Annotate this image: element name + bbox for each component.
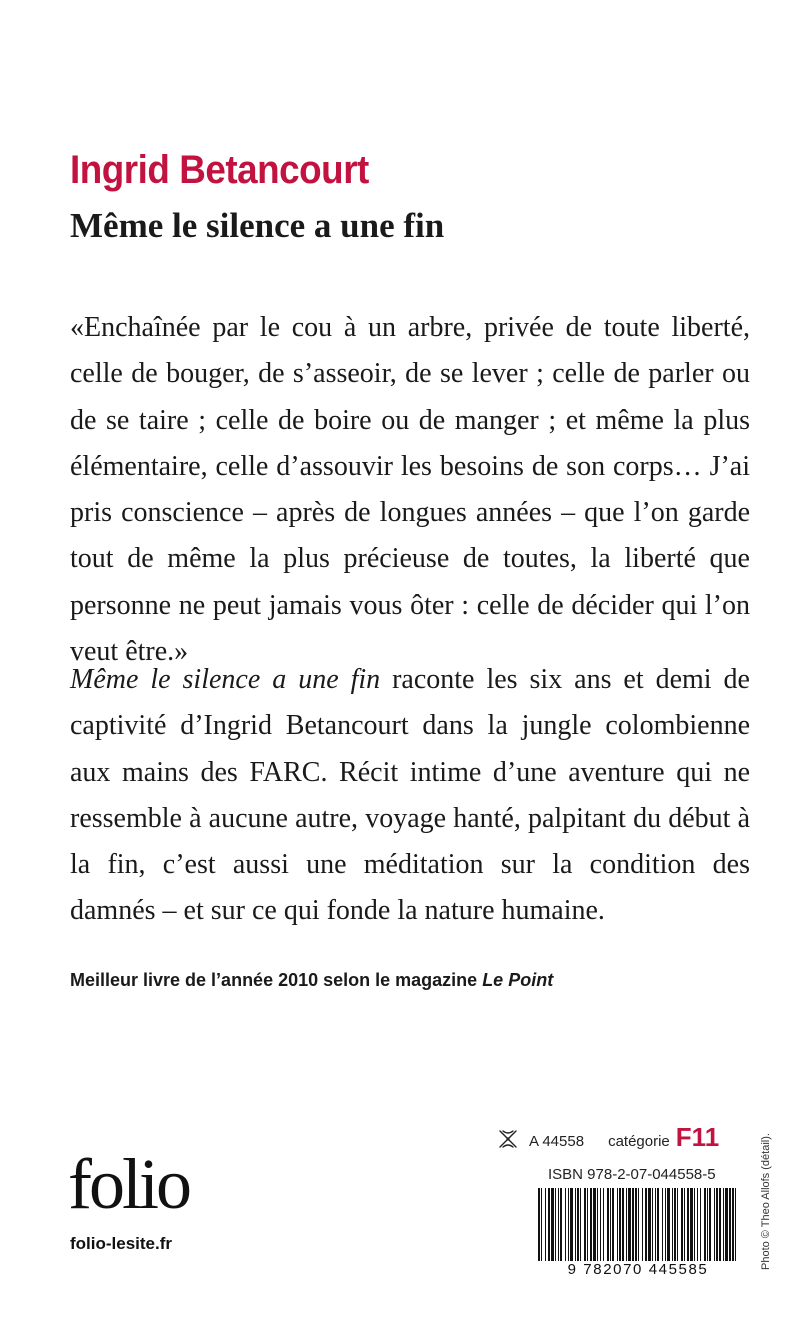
barcode-bar [551,1188,554,1272]
barcode-bar [545,1188,546,1272]
barcode-bar [587,1188,588,1272]
category-code: F11 [675,1122,720,1152]
award-magazine: Le Point [482,970,554,990]
barcode-bar [716,1188,718,1272]
barcode-bar [704,1188,706,1272]
photo-credit: Photo © Theo Allofs (détail). [760,1133,772,1270]
barcode-bar [723,1188,724,1272]
barcode-bar [642,1188,643,1272]
barcode-bar [580,1188,581,1272]
barcode-bar [575,1188,576,1272]
barcode-bar [607,1188,609,1272]
gallimard-emblem-icon [497,1129,519,1149]
barcode-bar [568,1188,569,1272]
barcode-bar [709,1188,711,1272]
barcode-bar [674,1188,676,1272]
description-text: raconte les six ans et demi de captivité d’Ingrid Betancourt dans la jungle colombienne aux mains des FARC. Récit intime d’une aventure qui ne ressemble à aucune autre, voyage hanté, palpitant du début à la fin, c’est aussi une méditation sur la condition des damnés – et sur ce qui fonde la nature humaine. [70,664,750,927]
excerpt-quote: «Enchaînée par le cou à un arbre, privée de toute liberté, celle de bouger, de s’asseoir, de se lever ; celle de parler ou de se taire ; celle de boire ou de manger ; et même la plus élémentaire, celle d’assouvir les besoins de son corps… J’ai pris conscience – après de longues années – que l’on garde tout de même la plus précieuse de toutes, la liberté que personne ne peut jamais vous ôter : celle de décider qui l’on veut être.» [70,312,750,668]
barcode-bar [697,1188,698,1272]
barcode-bar [725,1188,728,1272]
barcode-bar [558,1188,559,1272]
award-text: Meilleur livre de l’année 2010 selon le magazine [70,970,483,990]
barcode-bar [667,1188,670,1272]
barcode-bar [635,1188,637,1272]
barcode-bar [714,1188,715,1272]
award-line [70,970,553,992]
folio-logo: folio [68,1144,189,1224]
barcode-bar [570,1188,573,1272]
publisher-website[interactable]: folio-lesite.fr [70,1234,173,1253]
barcode-bar [600,1188,601,1272]
barcode-bar [735,1188,736,1272]
barcode-bar [677,1188,678,1272]
barcode-bar [657,1188,659,1272]
barcode-bar [610,1188,611,1272]
barcode-bar [655,1188,656,1272]
barcode-bar [652,1188,653,1272]
barcode-bar [612,1188,614,1272]
book-description [70,657,750,935]
category-label: catégorie [608,1133,670,1150]
barcode [536,1188,740,1282]
barcode-bar [672,1188,673,1272]
barcode-bar [565,1188,566,1272]
barcode-bar [638,1188,639,1272]
barcode-bar [645,1188,647,1272]
barcode-bar [687,1188,689,1272]
barcode-bar [732,1188,734,1272]
barcode-bar [622,1188,624,1272]
barcode-bar [584,1188,586,1272]
barcode-bar [548,1188,550,1272]
barcode-bar [694,1188,695,1272]
book-title: Même le silence a une fin [70,206,445,245]
barcode-bar [590,1188,592,1272]
barcode-bar [719,1188,721,1272]
barcode-bar [626,1188,627,1272]
barcode-bar [541,1188,542,1272]
barcode-bar [690,1188,693,1272]
barcode-bar [603,1188,604,1272]
barcode-bar [555,1188,556,1272]
barcode-bar [577,1188,579,1272]
barcode-bar [700,1188,701,1272]
description-title: Même le silence a une fin [70,664,381,695]
barcode-bar [538,1188,540,1272]
barcode-digits: 9 782070 445585 [536,1261,740,1278]
barcode-bar [665,1188,666,1272]
isbn: ISBN 978-2-07-044558-5 [548,1166,716,1183]
author-name: Ingrid Betancourt [70,148,369,192]
barcode-bar [729,1188,731,1272]
barcode-bar [593,1188,596,1272]
catalog-codes [497,1124,719,1150]
barcode-bar [707,1188,708,1272]
barcode-bar [684,1188,685,1272]
barcode-bars [536,1188,740,1272]
barcode-bar [628,1188,631,1272]
barcode-bar [597,1188,598,1272]
barcode-bar [619,1188,621,1272]
catalog-code: A 44558 [529,1133,585,1150]
barcode-bar [648,1188,651,1272]
barcode-bar [681,1188,683,1272]
barcode-bar [632,1188,634,1272]
barcode-bar [662,1188,663,1272]
barcode-bar [617,1188,618,1272]
barcode-bar [560,1188,562,1272]
